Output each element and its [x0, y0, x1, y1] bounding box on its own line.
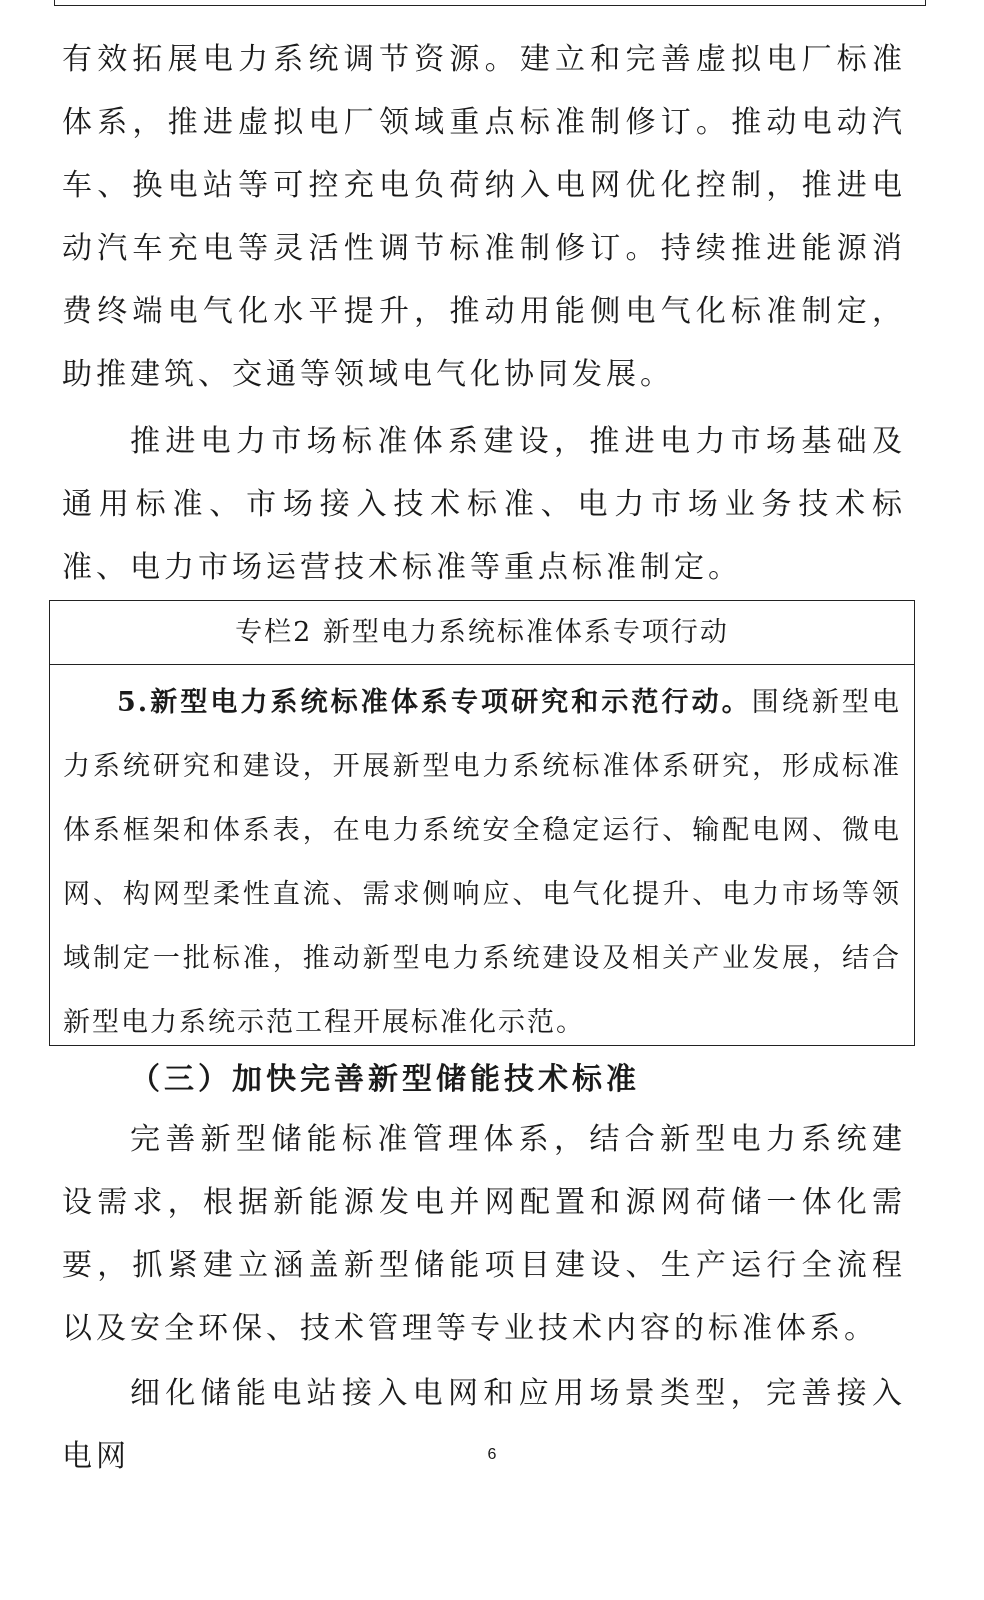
column-box — [49, 600, 915, 1046]
column-box-text: 围绕新型电力系统研究和建设，开展新型电力系统标准体系研究，形成标准体系框架和体系表，在电力系统安全稳定运行、输配电网、微电网、构网型柔性直流、需求侧响应、电气化提升、电力市场等领域制定一批标准，推动新型电力系统建设及相关产业发展，结合新型电力系统示范工程开展标准化示范。 — [63, 687, 902, 1038]
paragraph-energy-storage: 完善新型储能标准管理体系，结合新型电力系统建设需求，根据新能源发电并网配置和源网荷储一体化需要，抓紧建立涵盖新型储能项目建设、生产运行全流程以及安全环保、技术管理等专业技术内容的标准体系。 — [62, 1122, 906, 1346]
column-box-body — [63, 671, 901, 1055]
section-heading: （三）加快完善新型储能技术标准 — [130, 1062, 640, 1097]
paragraph-virtual-power-plant: 有效拓展电力系统调节资源。建立和完善虚拟电厂标准体系，推进虚拟电厂领域重点标准制修订。推动电动汽车、换电站等可控充电负荷纳入电网优化控制，推进电动汽车充电等灵活性调节标准制修订。持续推进能源消费终端电气化水平提升，推动用能侧电气化标准制定，助推建筑、交通等领域电气化协同发展。 — [62, 42, 906, 392]
page-number: 6 — [487, 1446, 497, 1463]
paragraph-power-market: 推进电力市场标准体系建设，推进电力市场基础及通用标准、市场接入技术标准、电力市场业务技术标准、电力市场运营技术标准等重点标准制定。 — [62, 424, 906, 585]
column-box-lead: 5.新型电力系统标准体系专项研究和示范行动。 — [117, 687, 752, 718]
column-box-title: 专栏2 新型电力系统标准体系专项行动 — [50, 601, 914, 665]
paragraph-storage-grid: 细化储能电站接入电网和应用场景类型，完善接入电网 — [62, 1376, 906, 1474]
top-frame-border — [54, 0, 926, 6]
